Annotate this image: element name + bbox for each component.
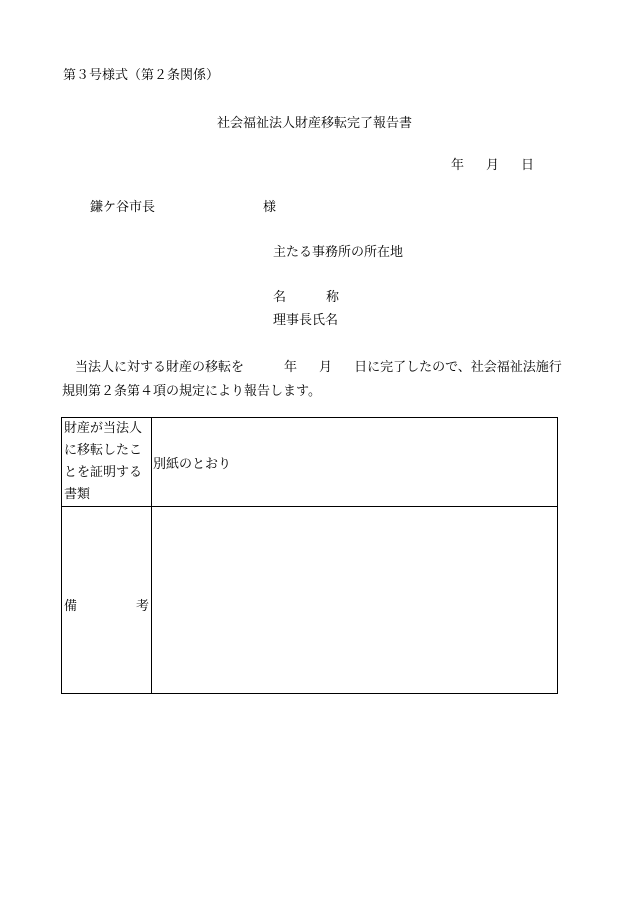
remarks-value (152, 507, 558, 694)
date-month: 月 (486, 158, 500, 173)
body-part-1: 当法人に対する財産の移転を (75, 360, 245, 375)
table-row (62, 507, 558, 694)
remarks-header-char-2: 考 (135, 599, 149, 614)
form-number: 第３号様式（第２条関係） (63, 68, 220, 83)
remarks-header (62, 507, 152, 694)
proof-documents-value: 別紙のとおり (152, 418, 558, 507)
recipient-honorific: 様 (263, 200, 277, 215)
report-table (61, 417, 558, 694)
name-label-char-2: 称 (326, 290, 340, 305)
report-body-text (62, 356, 562, 404)
body-month: 月 (319, 360, 333, 375)
body-part-2: 日に完了したので、社会福祉法施行規則第２条第４項の規定により報告します。 (62, 360, 562, 399)
recipient-name: 鎌ケ谷市長 (90, 200, 156, 215)
date-year: 年 (451, 158, 465, 173)
office-location-label: 主たる事務所の所在地 (273, 245, 404, 260)
date-day: 日 (521, 158, 535, 173)
remarks-header-char-1: 備 (64, 599, 78, 614)
date-line (451, 158, 534, 174)
proof-documents-header: 財産が当法人に移転したことを証明する書類 (62, 418, 152, 507)
document-title: 社会福祉法人財産移転完了報告書 (217, 116, 413, 131)
recipient (90, 200, 277, 216)
table-row (62, 418, 558, 507)
corporation-name-label (273, 290, 340, 306)
body-year: 年 (284, 360, 298, 375)
director-name-label: 理事長氏名 (273, 313, 339, 328)
name-label-char-1: 名 (273, 290, 287, 305)
